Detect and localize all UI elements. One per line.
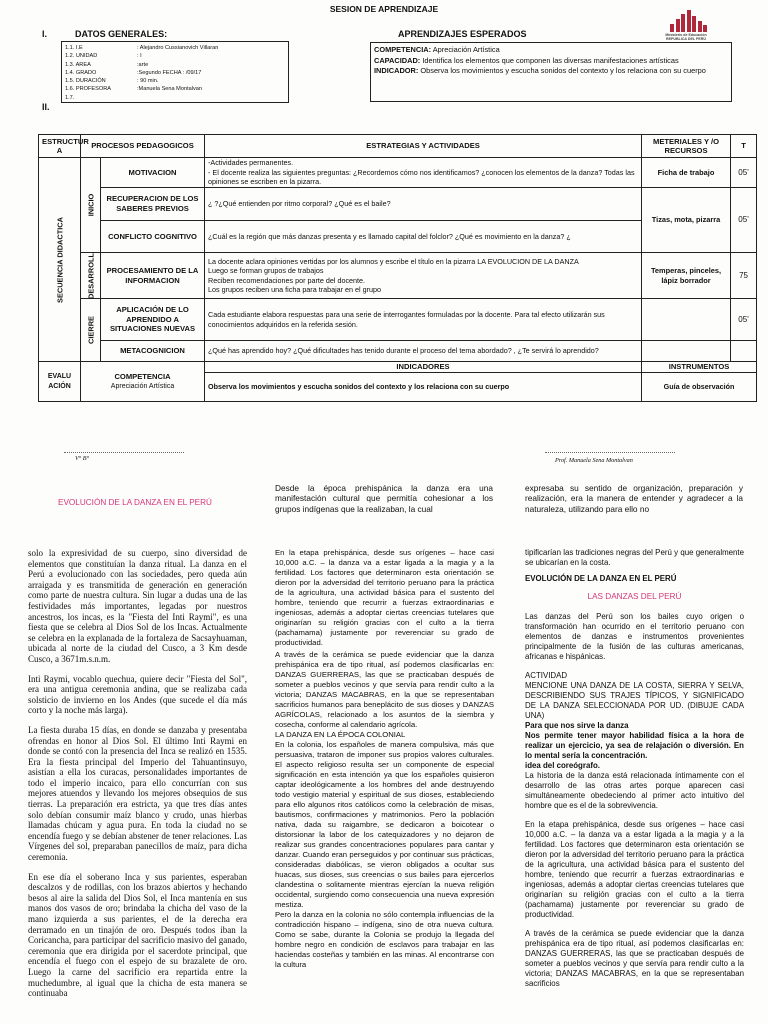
general-row: 1.1. I.E : Alejandro Cussianovich Villaran xyxy=(65,45,219,51)
paragraph: Pero la danza en la colonia no sólo contempla influencias de la contradicción hispano – indígena, sino de otra nueva cultura. Como se sabe, durante la Colonia se produjo la llegada del hombre negro en condición de esclavos para trabajar en las haciendas costeñas y también en las minas. Al encontrarse con la cultura xyxy=(275,910,494,969)
time-metacognicion xyxy=(731,341,757,362)
paragraph: tipificarían las tradiciones negras del Perú y que generalmente se ubicarían en la costa. xyxy=(525,548,744,567)
general-row: 1.6. PROFESORA :Manuela Sena Montalvan xyxy=(65,86,202,93)
column3-intro: expresaba su sentido de organización, preparación y realización, era la manera de entender y agradecer a la naturaleza, utilizando para ello no xyxy=(525,483,743,514)
mat-procesamiento: Temperas, pinceles, lápiz borrador xyxy=(642,253,731,299)
paragraph: A través de la cerámica se puede evidenciar que la danza prehispánica era de tipo ritual, así podemos clasificarlas en: DANZAS GUERRERAS, las que se practicaban después de someter a pueblos vecinos y que servía para rendir culto a la victoria; DANZAS MACABRAS, en la que se representaban sacrificios humanos para beneplácito de sus dioses y DANZAS AGRÍCOLAS, relacionado a los asuntos de la siembra y cosecha, conforme al calendario agrícola. xyxy=(275,650,494,729)
general-row: 1.2. UNIDAD : I xyxy=(65,53,142,60)
capacidad-line: CAPACIDAD: Identifica los elementos que componen las diversas manifestaciones artísticas xyxy=(374,55,679,65)
header-estrategias: ESTRATEGIAS Y ACTIVIDADES xyxy=(205,135,642,158)
act-motivacion: -Actividades permanentes. - El docente realiza las siguientes preguntas: ¿Recordemos cómo nos identificamos? ¿conocen los elementos de la danza? Todas las opiniones se escriben en la pizarra. xyxy=(205,158,642,188)
aprendizajes-label: APRENDIZAJES ESPERADOS xyxy=(398,29,527,39)
vb-label: V° B° xyxy=(75,455,90,462)
proc-metacognicion: METACOGNICION xyxy=(101,341,205,362)
general-data-box xyxy=(61,41,289,103)
competencia-line: COMPETENCIA: Apreciación Artística xyxy=(374,45,500,54)
paragraph: La historia de la danza está relacionada íntimamente con el desarrollo de las otras artes porque aparecen casi simultáneamente obedeciendo al primer acto intuitivo del hombre que es el de la sobrevivencia. xyxy=(525,771,744,810)
paragraph: Las danzas del Perú son los bailes cuyo origen o transformación han ocurrido en el territorio peruano con elementos de danzas e instrumentos provenientes principalmente de la fusión de las culturas americanas, africanas e hispánicas. xyxy=(525,612,744,661)
column1-body xyxy=(28,548,247,1024)
competence-box xyxy=(370,42,732,102)
eval-competencia-cell xyxy=(81,362,205,402)
section-number-1: I. xyxy=(42,29,48,39)
eval-indicador: Observa los movimientos y escucha sonidos del contexto y los relaciona con su cuerpo xyxy=(205,373,642,402)
time-aplicacion: 05' xyxy=(731,299,757,341)
indicadores-header: INDICADORES xyxy=(205,362,642,373)
header-estructura: ESTRUCTUR A xyxy=(39,135,81,158)
general-row: 1.3. AREA :arte xyxy=(65,61,149,68)
act-recuperacion: ¿ ?¿Qué entienden por ritmo corporal? ¿Qué es el baile? xyxy=(205,188,642,221)
proc-motivacion: MOTIVACION xyxy=(101,158,205,188)
column1-heading: EVOLUCIÓN DE LA DANZA EN EL PERÚ xyxy=(58,498,212,507)
activity-block: ACTIVIDAD MENCIONE UNA DANZA DE LA COSTA, SIERRA Y SELVA, DESCRIBIENDO SUS TRAJES TÍPICOS, Y SIGNIFICADO DE LA DANZA SELECCIONADA POR UD. (DIBUJE CADA UNA) xyxy=(525,671,744,720)
header-procesos: PROCESOS PEDAGOGICOS xyxy=(81,135,205,158)
question-heading: Para que nos sirve la danza xyxy=(525,721,629,730)
mat-metacognicion xyxy=(642,341,731,362)
mat-motivacion: Ficha de trabajo xyxy=(642,158,731,188)
column3-body xyxy=(525,548,744,1024)
vb-signature-line xyxy=(64,452,184,453)
indicador-line: INDICADOR: Observa los movimientos y escucha sonidos del contexto y los relaciona con su cuerpo xyxy=(374,66,706,75)
header-t: T xyxy=(731,135,757,158)
paragraph: En ese día el soberano Inca y sus parientes, esperaban descalzos y de rodillas, con los brazos abiertos y hechando besos al aire la salida del Dios Sol, el Inca mantenía en sus manos dos vasos de oro; brindaba la chicha del vaso de la mano izquierda a sus parientes, el de la derecha era derramado en un tinajón de oro. Después todos iban la Coricancha, para participar del sacrificio masivo del ganado, ceremonia que era dirigida por el sacerdote principal, que encendía el fuego con el espejo de su brazalete de oro. Luego la carne del sacrificio era repartida entre la muchedumbre, al igual que la chicha de esta manera se continuaba xyxy=(28,871,247,999)
instrumentos-header: INSTRUMENTOS xyxy=(642,362,757,373)
section-heading: LA DANZA EN LA ÉPOCA COLONIAL xyxy=(275,730,406,739)
act-aplicacion: Cada estudiante elabora respuestas para una serie de interrogantes formuladas por la docente. Para tal efecto utilizarán sus conocimientos adquiridos en la referida sesión. xyxy=(205,299,642,341)
paragraph: En la colonia, los españoles de manera compulsiva, más que persuasiva, trataron de imponer sus propios valores culturales. El aspecto religioso resulta ser un componente de especial significación en esta intención ya que los españoles quisieron captar ideológicamente a los hombres del ande destruyendo todo vestigio material y espiritual de sus dioses, estableciendo para ello algunos ritos católicos como la celebración de misas, bautismos, confirmaciones y matrimonios. Pero la población nativa, dada su raigambre, se dedicaron a boicotear o distorsionar la labor de los catequizadores y no dejaron de realizar sus grandes concentraciones populares para cantar y danzar. Cuando eran perseguidos y por continuar sus prácticas, consideradas diabólicas, se vieron obligados a ocultar sus huacas, sus dioses, sus creencias o sus bailes para ejercerlos clandestina o solitamente mientras ejercían la nueva religión occidental, surgiendo como consecuencia una nueva expresión mestiza. xyxy=(275,740,494,909)
section-heading: EVOLUCIÓN DE LA DANZA EN EL PERÚ xyxy=(525,574,677,583)
desarrollo-cell xyxy=(81,253,101,299)
column2-body xyxy=(275,548,494,1024)
eval-competencia-label: COMPETENCIA xyxy=(114,371,171,381)
desarrollo-label: DESARROLL xyxy=(85,252,95,299)
eval-instrumento: Guía de observación xyxy=(642,373,757,402)
proc-procesamiento: PROCESAMIENTO DE LA INFORMACION xyxy=(101,253,205,299)
paragraph: solo la expresividad de su cuerpo, sino diversidad de elementos que constituían la danza ritual. La danza en el Perú a evolucionado con las sociedades, pero queda aún arraigada y es transmitida de generación en generación como parte de nuestra cultura. Sin lugar a dudas una de las festividades más importantes, legadas por nuestros ancestros, los incas, es la "Fiesta del Inti Raymi", es una fiesta que se celebra al Dios Sol de los Incas. Actualmente se celebra en la explanada de la fortaleza de Sacsayhuaman, ubicada al norte de la ciudad del Cusco, a 3 Km desde Cusco, a 3671m.s.n.m. xyxy=(28,548,247,664)
secuencia-cell xyxy=(39,158,81,362)
eval-competencia: Apreciación Artística xyxy=(110,382,175,390)
time-procesamiento: 75 xyxy=(731,253,757,299)
act-procesamiento: La docente aclara opiniones vertidas por los alumnos y escribe el título en la pizarra LA EVOLUCION DE LA DANZA Luego se forman grupos de trabajos Reciben recomendaciones por parte del docente. Los grupos reciben una ficha para trabajar en el grupo xyxy=(205,253,642,299)
header-materiales: METERIALES Y /O RECURSOS xyxy=(642,135,731,158)
proc-recuperacion: RECUPERACION DE LOS SABERES PREVIOS xyxy=(101,188,205,221)
logo-bars-icon xyxy=(670,10,716,32)
time-recuperacion: 05' xyxy=(731,188,757,253)
paragraph: La fiesta duraba 15 días, en donde se danzaba y presentaba ofrendas en honor al Dios Sol. El último Inti Raymi en donde se contó con la presencia del Inca se realizó en 1535. Era la fiesta principal del Imperio del Tahuantinsuyo, asistían a ella los curacas, personalidades importantes de todo el imperio incaico, para ello concurrían con sus mejores atuendos y llevando los mejores obsequios de sus tierras. La preparación era estricta, ya que tres días antes solo debían consumir maíz blanco y crudo, unas hierbas llamadas chúcam y agua pura. En toda la ciudad no se encendía fuego y se debían abstener de tener relaciones. Las Vírgenes del sol, preparaban panecillos de maíz, para dicha ceremonia. xyxy=(28,724,247,863)
cierre-label: CIERRE xyxy=(85,316,95,344)
datos-generales-label: DATOS GENERALES: xyxy=(75,29,168,39)
paragraph: En la etapa prehispánica, desde sus orígenes – hace casi 10,000 a.C. – la danza va a estar ligada a la magia y a la fertilidad. Los factores que determinaron esta orientación se dieron por la adversidad del territorio peruano para la práctica de la agricultura, una actividad básica para el sustento del hombre, teniendo que recurrir a fuerzas extraordinarias e ingeniosas, además a adoptar ciertas creencias tutelares que originarían su religión gracias con el culto a la tierra (pachamama) justamente por reverenciar su grado de productividad. xyxy=(275,548,494,647)
lesson-table xyxy=(38,134,757,402)
paragraph: idea del coreógrafo. xyxy=(525,761,600,770)
page-title: SESION DE APRENDIZAJE xyxy=(329,4,439,14)
act-conflicto: ¿Cuál es la región que más danzas presenta y es llamado capital del folclor? ¿Qué es movimiento en la danza? ¿ xyxy=(205,221,642,253)
section-heading-pink: LAS DANZAS DEL PERÚ xyxy=(587,592,682,601)
cierre-cell xyxy=(81,299,101,362)
general-row: 1.4. GRADO :Segundo FECHA : /09/17 xyxy=(65,69,202,76)
paragraph: Inti Raymi, vocablo quechua, quiere decir "Fiesta del Sol", era una antigua ceremonia andina, que se realizaba cada solsticio de invierno en los Andes (que sucede el día más corto y la noche más larga). xyxy=(28,673,247,716)
prof-signature-label: Prof. Manuela Sena Montalvan xyxy=(555,457,633,464)
ministry-logo xyxy=(656,10,716,42)
paragraph: Nos permite tener mayor habilidad física a la hora de realizar un ejercicio, ya sea de relajación o diversión. En lo mental sería la concentración. xyxy=(525,731,744,760)
section-number-2: II. xyxy=(42,102,50,112)
mat-aplicacion xyxy=(642,299,731,341)
act-metacognicion: ¿Qué has aprendido hoy? ¿Qué dificultades has tenido durante el proceso del tema abordado? , ¿Te servirá lo aprendido? xyxy=(205,341,642,362)
time-motivacion: 05' xyxy=(731,158,757,188)
general-row: 1.7. xyxy=(65,94,75,101)
general-row: 1.5. DURACIÓN : 90 min. xyxy=(65,78,159,85)
inicio-cell xyxy=(81,158,101,253)
proc-conflicto: CONFLICTO COGNITIVO xyxy=(101,221,205,253)
prof-signature-line xyxy=(545,452,675,453)
logo-caption: Ministerio de Educación REPUBLICA DEL PERÚ xyxy=(665,33,707,42)
evaluacion-label: EVALU ACIÓN xyxy=(39,362,81,402)
paragraph: En la etapa prehispánica, desde sus orígenes – hace casi 10,000 a.C. – la danza va a estar ligada a la magia y a la fertilidad. Los factores que determinaron esta orientación se dieron por la adversidad del territorio peruano para la práctica de la agricultura, una actividad básica para el sustento del hombre, teniendo que recurrir a fuerzas extraordinarias e ingeniosas, además a adoptar ciertas creencias tutelares que originarían su religión gracias con el culto a la tierra (pachamama) justamente por reverenciar su grado de productividad. xyxy=(525,820,744,919)
mat-recuperacion: Tizas, mota, pizarra xyxy=(642,188,731,253)
proc-aplicacion: APLICACIÓN DE LO APRENDIDO A SITUACIONES NUEVAS xyxy=(101,299,205,341)
inicio-label: INICIO xyxy=(85,193,95,217)
paragraph: A través de la cerámica se puede evidenciar que la danza prehispánica era de tipo ritual, así podemos clasificarlas en: DANZAS GUERRERAS, las que se practicaban después de someter a pueblos vecinos y que servía para rendir culto a la victoria; DANZAS MACABRAS, en la que se representaban sacrificios xyxy=(525,929,744,988)
secuencia-label: SECUENCIA DIDACTICA xyxy=(54,216,64,303)
column2-intro: Desde la época prehispánica la danza era una manifestación cultural que permitía cohesionar a los grupos indígenas que la realizaban, la cual xyxy=(275,483,493,514)
